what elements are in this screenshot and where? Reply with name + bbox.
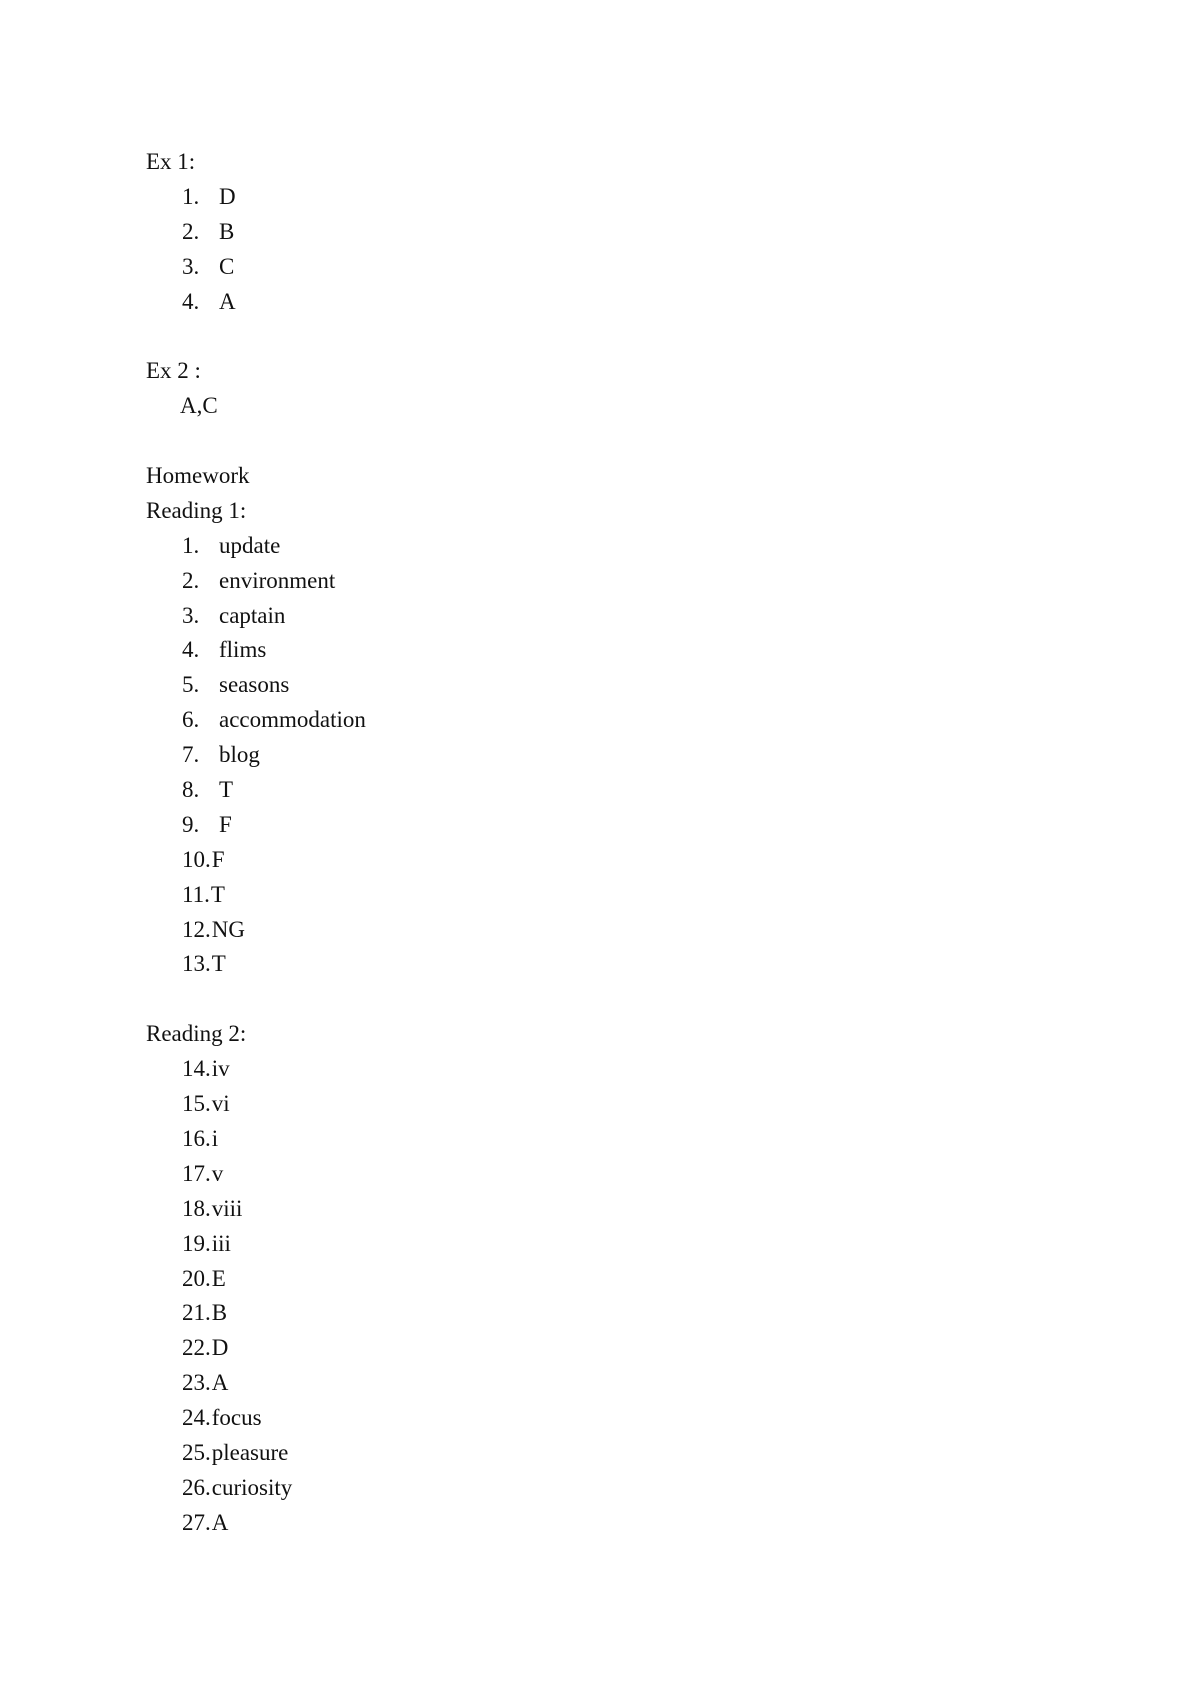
item-number: 17. [182,1160,211,1186]
item-number: 20. [182,1265,211,1291]
item-number: 3. [182,253,200,279]
item-answer: captain [219,602,286,628]
list-item [146,1122,1046,1157]
document-page [146,145,1046,1541]
item-number: 5. [182,672,200,698]
list-item [146,1471,1046,1506]
ex2-answer: A,C [180,393,218,419]
item-answer: B [211,1300,228,1326]
list-item [146,1192,1046,1227]
item-number: 16. [182,1125,211,1151]
item-answer: T [211,951,226,977]
item-answer: i [211,1125,219,1151]
item-number: 3. [182,602,200,628]
item-number: 10. [182,846,211,872]
ex1-list [146,180,1046,320]
reading1-list [146,529,1046,983]
item-answer: T [210,881,225,907]
item-number: 13. [182,951,211,977]
item-number: 15. [182,1091,211,1117]
item-answer: focus [211,1405,262,1431]
item-answer: environment [219,567,336,593]
reading2-heading: Reading 2: [146,1021,247,1047]
item-number: 25. [182,1439,211,1465]
reading2-list [146,1052,1046,1540]
item-answer: update [219,532,281,558]
item-number: 8. [182,777,200,803]
item-number: 21. [182,1300,211,1326]
item-number: 23. [182,1370,211,1396]
list-item [146,1296,1046,1331]
item-number: 24. [182,1405,211,1431]
item-answer: blog [219,742,260,768]
item-number: 4. [182,637,200,663]
list-item [146,913,1046,948]
item-answer: D [219,183,236,209]
list-item [146,1262,1046,1297]
item-answer: vi [211,1091,230,1117]
item-answer: NG [211,916,245,942]
list-item [146,1401,1046,1436]
ex2-heading: Ex 2 : [146,358,201,384]
blank-line [146,424,1046,459]
item-number: 27. [182,1509,211,1535]
list-item [146,250,1046,285]
item-answer: accommodation [219,707,366,733]
list-item [146,738,1046,773]
list-item [146,599,1046,634]
list-item [146,529,1046,564]
list-item [146,1157,1046,1192]
item-answer: iii [211,1230,231,1256]
item-answer: seasons [219,672,290,698]
item-number: 12. [182,916,211,942]
blank-line [146,982,1046,1017]
ex1-heading: Ex 1: [146,149,196,174]
list-item [146,1331,1046,1366]
list-item [146,878,1046,913]
item-number: 2. [182,218,200,244]
homework-heading: Homework [146,463,250,489]
list-item [146,215,1046,250]
list-item [146,668,1046,703]
item-answer: T [219,777,234,803]
item-number: 26. [182,1474,211,1500]
item-answer: E [211,1265,226,1291]
blank-line [146,319,1046,354]
item-answer: A [211,1509,229,1535]
item-answer: D [211,1335,229,1361]
list-item [146,1436,1046,1471]
item-number: 4. [182,288,200,314]
item-answer: viii [211,1195,243,1221]
item-number: 7. [182,742,200,768]
item-number: 1. [182,532,200,558]
item-answer: iv [211,1056,230,1082]
list-item [146,1052,1046,1087]
item-number: 11. [182,881,210,907]
item-answer: F [219,811,232,837]
item-number: 19. [182,1230,211,1256]
item-answer: A [211,1370,229,1396]
list-item [146,843,1046,878]
item-number: 22. [182,1335,211,1361]
list-item [146,564,1046,599]
item-answer: C [219,253,235,279]
item-answer: flims [219,637,267,663]
list-item [146,773,1046,808]
list-item [146,1227,1046,1262]
item-number: 9. [182,811,200,837]
item-answer: F [211,846,225,872]
item-number: 14. [182,1056,211,1082]
item-answer: A [219,288,236,314]
item-number: 1. [182,183,200,209]
item-number: 18. [182,1195,211,1221]
list-item [146,633,1046,668]
list-item [146,1087,1046,1122]
item-answer: v [211,1160,224,1186]
list-item [146,947,1046,982]
item-number: 6. [182,707,200,733]
item-number: 2. [182,567,200,593]
reading1-heading: Reading 1: [146,497,247,523]
list-item [146,285,1046,320]
item-answer: pleasure [211,1439,289,1465]
item-answer: curiosity [211,1474,293,1500]
list-item [146,180,1046,215]
list-item [146,703,1046,738]
list-item [146,808,1046,843]
list-item [146,1366,1046,1401]
list-item [146,1506,1046,1541]
item-answer: B [219,218,235,244]
